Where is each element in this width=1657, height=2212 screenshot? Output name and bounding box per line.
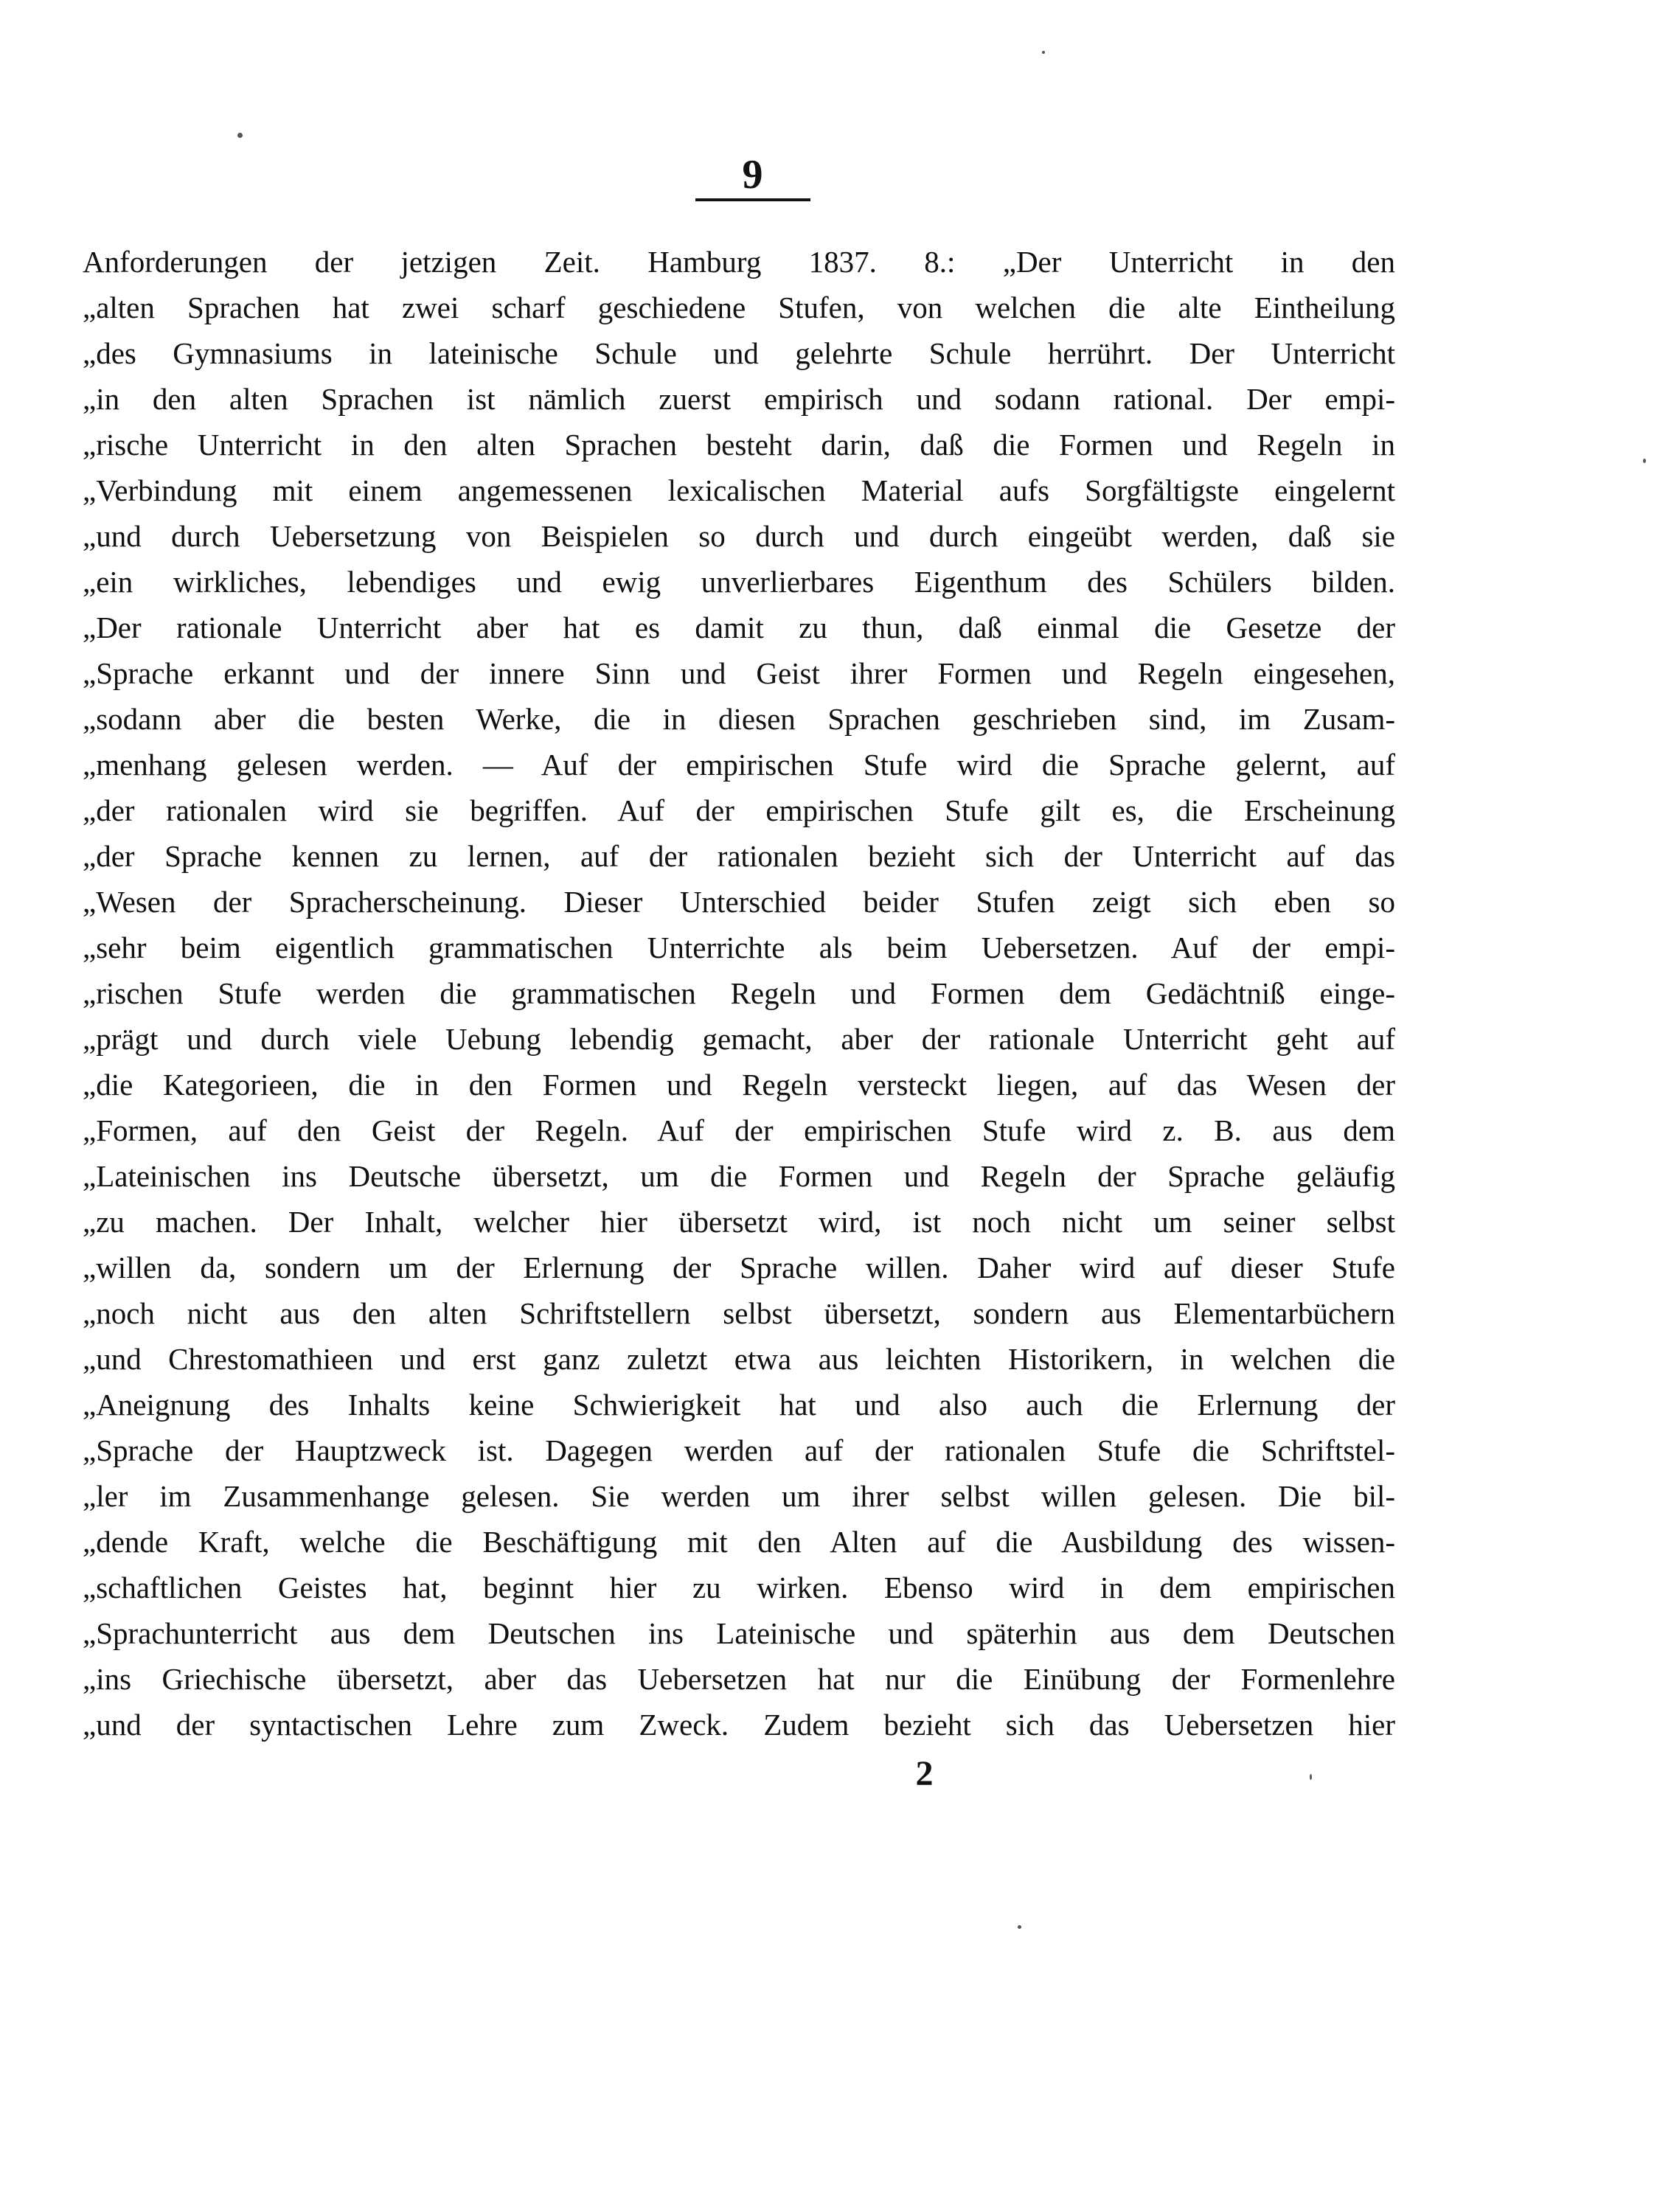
text-line: „und der syntactischen Lehre zum Zweck. Zudem bezieht sich das Uebersetzen hier [83,1708,1395,1742]
text-line: „noch nicht aus den alten Schriftstellern selbst übersetzt, sondern aus Elementarbüchern [83,1296,1395,1330]
text-line: „dende Kraft, welche die Beschäftigung mit den Alten auf die Ausbildung des wissen- [83,1525,1395,1559]
text-line: „prägt und durch viele Uebung lebendig gemacht, aber der rationale Unterricht geht auf [83,1022,1395,1056]
text-line: „rischen Stufe werden die grammatischen Regeln und Formen dem Gedächtniß einge- [83,976,1395,1010]
text-line: „Verbindung mit einem angemessenen lexicalischen Material aufs Sorgfältigste eingelernt [83,473,1395,507]
text-line: „Der rationale Unterricht aber hat es damit zu thun, daß einmal die Gesetze der [83,611,1395,644]
text-line: „Wesen der Spracherscheinung. Dieser Unterschied beider Stufen zeigt sich eben so [83,885,1395,919]
text-line: „Formen, auf den Geist der Regeln. Auf der empirischen Stufe wird z. B. aus dem [83,1113,1395,1147]
text-line: „ins Griechische übersetzt, aber das Uebersetzen hat nur die Einübung der Formenlehre [83,1662,1395,1696]
text-line: „ein wirkliches, lebendiges und ewig unverlierbares Eigenthum des Schülers bilden. [83,565,1395,599]
text-line: „in den alten Sprachen ist nämlich zuerst empirisch und sodann rational. Der empi- [83,382,1395,416]
text-line: „Lateinischen ins Deutsche übersetzt, um die Formen und Regeln der Sprache geläufig [83,1159,1395,1193]
text-line: „des Gymnasiums in lateinische Schule und gelehrte Schule herrührt. Der Unterricht [83,336,1395,370]
text-line: „willen da, sondern um der Erlernung der Sprache willen. Daher wird auf dieser Stufe [83,1251,1395,1284]
paper-speck [1310,1774,1312,1780]
text-line: „alten Sprachen hat zwei scharf geschiedene Stufen, von welchen die alte Eintheilung [83,291,1395,324]
paper-speck [1643,459,1646,463]
text-line: „schaftlichen Geistes hat, beginnt hier zu wirken. Ebenso wird in dem empirischen [83,1571,1395,1604]
text-line: „Sprachunterricht aus dem Deutschen ins Lateinische und späterhin aus dem Deutschen [83,1616,1395,1650]
paper-speck [1042,51,1045,54]
text-line: „und Chrestomathieen und erst ganz zuletzt etwa aus leichten Historikern, in welchen die [83,1342,1395,1376]
paper-speck [237,133,243,138]
text-line: „sodann aber die besten Werke, die in diesen Sprachen geschrieben sind, im Zusam- [83,702,1395,736]
signature-mark-text: 2 [915,1754,934,1793]
text-line: „Sprache der Hauptzweck ist. Dagegen werden auf der rationalen Stufe die Schriftstel- [83,1433,1395,1467]
body-text [83,239,1395,1747]
text-line: „die Kategorieen, die in den Formen und Regeln versteckt liegen, auf das Wesen der [83,1068,1395,1102]
text-line: „Sprache erkannt und der innere Sinn und Geist ihrer Formen und Regeln eingesehen, [83,656,1395,690]
text-line: „ler im Zusammenhange gelesen. Sie werden um ihrer selbst willen gelesen. Die bil- [83,1479,1395,1513]
text-line: „menhang gelesen werden. — Auf der empirischen Stufe wird die Sprache gelernt, auf [83,748,1395,782]
text-line: Anforderungen der jetzigen Zeit. Hamburg 1837. 8.: „Der Unterricht in den [83,245,1395,279]
text-line: „der Sprache kennen zu lernen, auf der rationalen bezieht sich der Unterricht auf das [83,839,1395,873]
text-line: „zu machen. Der Inhalt, welcher hier übersetzt wird, ist noch nicht um seiner selbst [83,1205,1395,1239]
text-line: „sehr beim eigentlich grammatischen Unterrichte als beim Uebersetzen. Auf der empi- [83,931,1395,964]
text-line: „der rationalen wird sie begriffen. Auf der empirischen Stufe gilt es, die Erscheinung [83,793,1395,827]
paper-speck [1018,1925,1021,1929]
signature-mark [0,1753,1657,1795]
page-number-text: 9 [695,151,810,201]
text-line: „Aneignung des Inhalts keine Schwierigkeit hat und also auch die Erlernung der [83,1388,1395,1422]
text-line: „und durch Uebersetzung von Beispielen so durch und durch eingeübt werden, daß sie [83,519,1395,553]
text-line: „rische Unterricht in den alten Sprachen besteht darin, daß die Formen und Regeln in [83,428,1395,462]
page-number [0,151,1657,201]
